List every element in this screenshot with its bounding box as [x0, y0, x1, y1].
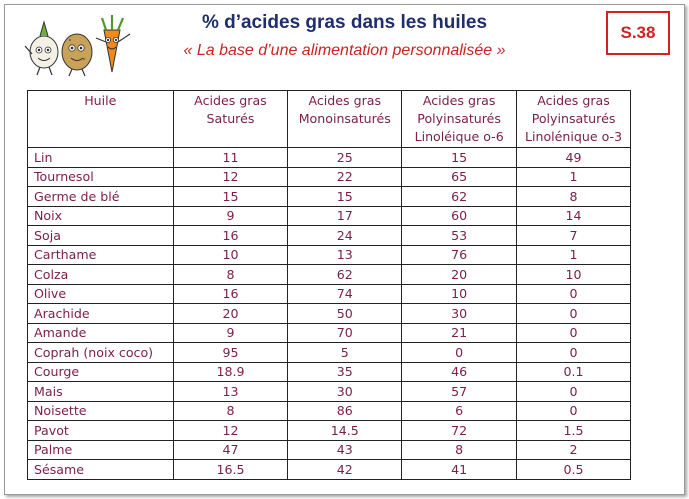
value-cell: 50 [288, 304, 402, 324]
column-header-line: Saturés [206, 111, 255, 126]
value-cell: 42 [288, 460, 402, 480]
value-cell: 25 [288, 148, 402, 168]
table-row [28, 343, 631, 363]
value-cell: 0.1 [517, 362, 631, 382]
column-header-line: Acides gras [308, 93, 382, 108]
table-row [28, 187, 631, 207]
value-cell: 35 [288, 362, 402, 382]
value-cell: 15 [173, 187, 288, 207]
column-header-line: Monoinsaturés [298, 111, 391, 126]
column-header [517, 91, 631, 148]
oil-name-cell: Olive [28, 284, 174, 304]
oil-name-cell: Germe de blé [28, 187, 174, 207]
oil-name-cell: Noix [28, 206, 174, 226]
value-cell: 0.5 [517, 460, 631, 480]
oil-name-cell: Colza [28, 265, 174, 285]
table-row [28, 440, 631, 460]
value-cell: 46 [402, 362, 517, 382]
column-header-line: Acides gras [537, 93, 610, 108]
value-cell: 1 [517, 167, 631, 187]
page-subtitle: « La base d’une alimentation personnalisée » [183, 42, 506, 59]
oil-name-cell: Tournesol [28, 167, 174, 187]
table-row [28, 245, 631, 265]
table-row [28, 304, 631, 324]
value-cell: 76 [402, 245, 517, 265]
value-cell: 0 [517, 323, 631, 343]
value-cell: 9 [173, 206, 288, 226]
value-cell: 1 [517, 245, 631, 265]
table-row [28, 265, 631, 285]
value-cell: 49 [517, 148, 631, 168]
value-cell: 13 [288, 245, 402, 265]
oil-name-cell: Palme [28, 440, 174, 460]
table-body [28, 148, 631, 480]
value-cell: 95 [173, 343, 288, 363]
value-cell: 14.5 [288, 421, 402, 441]
value-cell: 53 [402, 226, 517, 246]
column-header [28, 91, 174, 148]
value-cell: 70 [288, 323, 402, 343]
column-header-line: Acides gras [422, 93, 496, 108]
column-header-line: Acides gras [194, 93, 267, 108]
column-header [288, 91, 402, 148]
value-cell: 16 [173, 284, 288, 304]
value-cell: 30 [402, 304, 517, 324]
value-cell: 8 [517, 187, 631, 207]
value-cell: 21 [402, 323, 517, 343]
column-header-line: Linolénique o-3 [524, 129, 623, 144]
reference-badge: S.38 [606, 11, 670, 55]
table-row [28, 401, 631, 421]
value-cell: 9 [173, 323, 288, 343]
value-cell: 0 [517, 284, 631, 304]
value-cell: 0 [517, 304, 631, 324]
value-cell: 10 [517, 265, 631, 285]
value-cell: 47 [173, 440, 288, 460]
value-cell: 0 [517, 401, 631, 421]
oil-name-cell: Carthame [28, 245, 174, 265]
fatty-acids-table [27, 90, 631, 480]
value-cell: 11 [173, 148, 288, 168]
value-cell: 6 [402, 401, 517, 421]
column-header-line: Huile [84, 93, 117, 108]
value-cell: 17 [288, 206, 402, 226]
oil-name-cell: Noisette [28, 401, 174, 421]
value-cell: 12 [173, 421, 288, 441]
value-cell: 14 [517, 206, 631, 226]
column-header [173, 91, 288, 148]
value-cell: 62 [288, 265, 402, 285]
value-cell: 5 [288, 343, 402, 363]
column-header [402, 91, 517, 148]
value-cell: 24 [288, 226, 402, 246]
table-row [28, 460, 631, 480]
value-cell: 2 [517, 440, 631, 460]
oil-name-cell: Courge [28, 362, 174, 382]
oil-name-cell: Coprah (noix coco) [28, 343, 174, 363]
oil-name-cell: Sésame [28, 460, 174, 480]
value-cell: 74 [288, 284, 402, 304]
value-cell: 18.9 [173, 362, 288, 382]
value-cell: 16 [173, 226, 288, 246]
table-row [28, 323, 631, 343]
value-cell: 10 [402, 284, 517, 304]
value-cell: 15 [402, 148, 517, 168]
value-cell: 86 [288, 401, 402, 421]
table-row [28, 382, 631, 402]
value-cell: 65 [402, 167, 517, 187]
value-cell: 12 [173, 167, 288, 187]
value-cell: 8 [402, 440, 517, 460]
oil-name-cell: Amande [28, 323, 174, 343]
oil-name-cell: Lin [28, 148, 174, 168]
value-cell: 43 [288, 440, 402, 460]
column-header-line: Polyinsaturés [531, 111, 616, 126]
page-title: % d’acides gras dans les huiles [201, 12, 488, 33]
value-cell: 41 [402, 460, 517, 480]
value-cell: 60 [402, 206, 517, 226]
table-row [28, 362, 631, 382]
oil-name-cell: Mais [28, 382, 174, 402]
table-row [28, 206, 631, 226]
value-cell: 20 [402, 265, 517, 285]
column-header-line: Linoléique o-6 [414, 129, 504, 144]
value-cell: 7 [517, 226, 631, 246]
value-cell: 0 [517, 343, 631, 363]
oil-name-cell: Arachide [28, 304, 174, 324]
table-row [28, 226, 631, 246]
value-cell: 15 [288, 187, 402, 207]
table-row [28, 284, 631, 304]
table-header-row [28, 91, 631, 148]
value-cell: 62 [402, 187, 517, 207]
value-cell: 30 [288, 382, 402, 402]
value-cell: 0 [402, 343, 517, 363]
oil-name-cell: Pavot [28, 421, 174, 441]
value-cell: 57 [402, 382, 517, 402]
table-row [28, 421, 631, 441]
value-cell: 13 [173, 382, 288, 402]
value-cell: 8 [173, 265, 288, 285]
value-cell: 1.5 [517, 421, 631, 441]
table-row [28, 148, 631, 168]
value-cell: 22 [288, 167, 402, 187]
value-cell: 8 [173, 401, 288, 421]
table-row [28, 167, 631, 187]
oil-name-cell: Soja [28, 226, 174, 246]
value-cell: 16.5 [173, 460, 288, 480]
value-cell: 0 [517, 382, 631, 402]
value-cell: 10 [173, 245, 288, 265]
column-header-line: Polyinsaturés [417, 111, 501, 126]
value-cell: 20 [173, 304, 288, 324]
value-cell: 72 [402, 421, 517, 441]
